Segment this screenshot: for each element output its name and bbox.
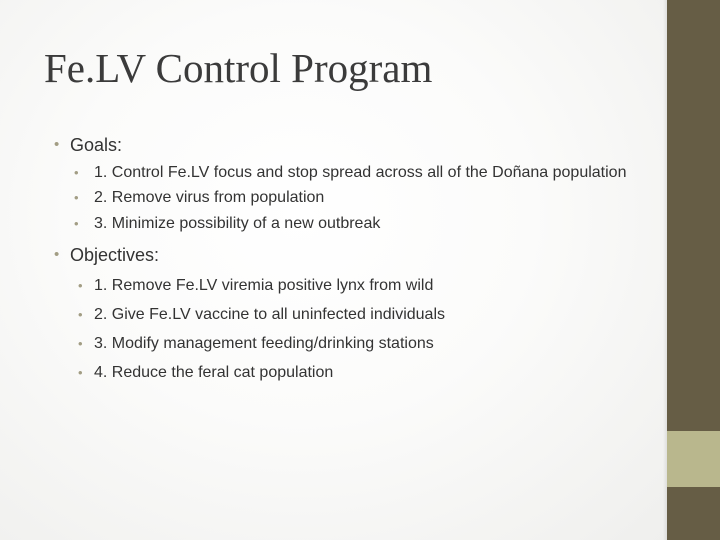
bullet-icon: • xyxy=(74,216,79,231)
goals-label: Goals: xyxy=(70,135,123,155)
objective-text: 3. Modify management feeding/drinking stations xyxy=(94,335,434,352)
bullet-icon: • xyxy=(54,136,60,153)
bullet-icon: • xyxy=(78,278,83,293)
bullet-icon: • xyxy=(74,165,79,180)
objective-item xyxy=(54,300,654,329)
sidebar-bar-top xyxy=(667,0,720,431)
sidebar-bar-bottom xyxy=(667,487,720,540)
slide-title: Fe.LV Control Program xyxy=(44,45,433,91)
goal-text: 3. Minimize possibility of a new outbreak xyxy=(94,215,381,232)
bullet-icon: • xyxy=(78,365,83,380)
objective-text: 4. Reduce the feral cat population xyxy=(94,364,334,381)
sidebar-bar-accent xyxy=(667,431,720,487)
slide-body xyxy=(54,133,654,387)
objective-text: 1. Remove Fe.LV viremia positive lynx from wild xyxy=(94,277,434,294)
goals-list xyxy=(54,161,654,237)
objective-text: 2. Give Fe.LV vaccine to all uninfected individuals xyxy=(94,306,446,323)
objective-item xyxy=(54,329,654,358)
goal-text: 2. Remove virus from population xyxy=(94,189,325,206)
goal-item xyxy=(54,161,654,185)
objective-item xyxy=(54,358,654,387)
goal-item xyxy=(54,185,654,211)
bullet-icon: • xyxy=(78,307,83,322)
bullet-icon: • xyxy=(54,246,60,263)
bullet-icon: • xyxy=(74,190,79,205)
objectives-label: Objectives: xyxy=(70,245,160,265)
objectives-heading xyxy=(54,243,654,267)
objectives-list xyxy=(54,271,654,387)
goal-text: 1. Control Fe.LV focus and stop spread across all of the Doñana population xyxy=(94,164,627,181)
objective-item xyxy=(54,271,654,300)
bullet-icon: • xyxy=(78,336,83,351)
goals-heading xyxy=(54,133,654,157)
goal-item xyxy=(54,211,654,237)
